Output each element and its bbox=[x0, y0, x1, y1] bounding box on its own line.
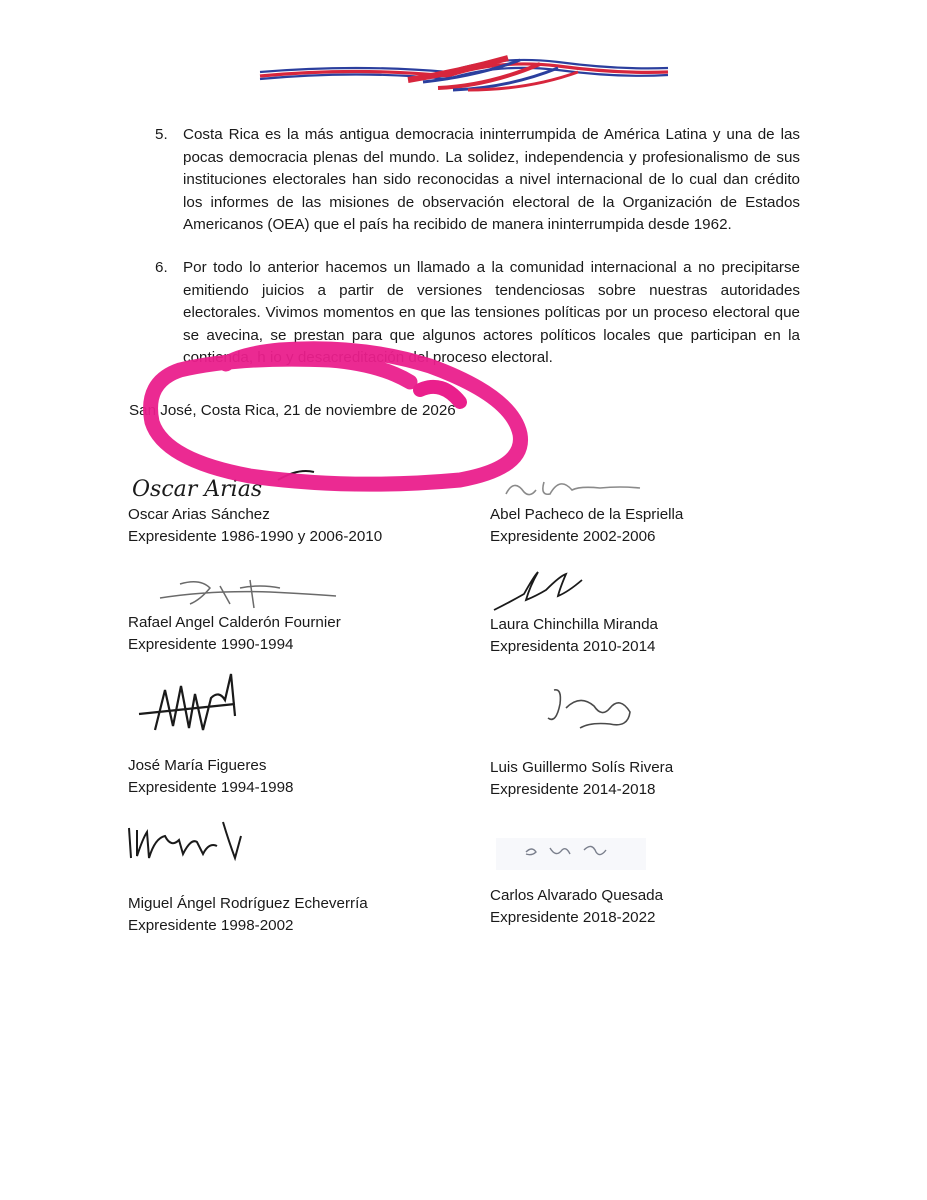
signature-luis-guillermo-solis bbox=[540, 684, 640, 734]
signatory-oscar-arias bbox=[128, 504, 382, 548]
signatory-name: Carlos Alvarado Quesada bbox=[490, 887, 664, 904]
dateline: San José, Costa Rica, 21 de noviembre de 2026 bbox=[129, 402, 456, 419]
signatory-miguel-angel-rodriguez bbox=[128, 893, 368, 937]
signatory-carlos-alvarado bbox=[490, 885, 663, 929]
signatory-laura-chinchilla bbox=[490, 614, 658, 658]
list-item-6 bbox=[155, 257, 800, 370]
signatory-rafael-calderon bbox=[128, 612, 341, 656]
signatory-role: Expresidente 1990-1994 bbox=[128, 636, 294, 653]
signature-carlos-alvarado bbox=[496, 838, 646, 870]
signatory-name: José María Figueres bbox=[128, 757, 267, 774]
signature-laura-chinchilla bbox=[490, 566, 590, 614]
signatory-name: Miguel Ángel Rodríguez Echeverría bbox=[128, 895, 368, 912]
signatory-role: Expresidente 1986-1990 y 2006-2010 bbox=[128, 528, 383, 545]
signature-miguel-angel-rodriguez bbox=[125, 818, 245, 866]
flag-ribbon-logo bbox=[258, 50, 670, 92]
signatory-name: Rafael Angel Calderón Fournier bbox=[128, 614, 341, 631]
item-text: Costa Rica es la más antigua democracia ininterrumpida de América Latina y una de las pocas democracia plenas del mundo. La solidez, independencia y profesionalismo de sus instituciones electorales han sido reconocidas a nivel internacional de lo cual dan crédito los informes de las misiones de observación electoral de la Organización de Estados Americanos (OEA) que el país ha recibido de manera ininterrumpida desde 1962. bbox=[183, 126, 800, 234]
signatory-role: Expresidente 2002-2006 bbox=[490, 528, 656, 545]
item-text: Por todo lo anterior hacemos un llamado a la comunidad internacional a no precipitarse emitiendo juicios a partir de versiones tendenciosas sobre nuestras autoridades electorales. Vivimos momentos en que las tensiones políticas por un proceso electoral que se avecina, se prestan para que algunos actores políticos locales que participan en la contienda, h io y desacreditación del proceso electoral. bbox=[183, 259, 800, 367]
signatory-name: Laura Chinchilla Miranda bbox=[490, 616, 658, 633]
signature-oscar-arias bbox=[128, 462, 328, 506]
signature-script-text: Oscar Arias bbox=[132, 477, 263, 502]
signatory-role: Expresidente 2014-2018 bbox=[490, 781, 656, 798]
signatory-jose-maria-figueres bbox=[128, 755, 294, 799]
signatory-name: Abel Pacheco de la Espriella bbox=[490, 506, 684, 523]
signatory-role: Expresidente 2018-2022 bbox=[490, 909, 656, 926]
signatory-luis-guillermo-solis bbox=[490, 757, 673, 801]
signature-abel-pacheco bbox=[500, 468, 650, 502]
signatory-role: Expresidenta 2010-2014 bbox=[490, 638, 656, 655]
signatory-abel-pacheco bbox=[490, 504, 683, 548]
list-item-5 bbox=[155, 124, 800, 237]
signatory-name: Oscar Arias Sánchez bbox=[128, 506, 270, 523]
item-number: 5. bbox=[155, 126, 168, 143]
signatory-name: Luis Guillermo Solís Rivera bbox=[490, 759, 674, 776]
signature-rafael-calderon bbox=[150, 574, 340, 614]
item-number: 6. bbox=[155, 259, 168, 276]
signatory-role: Expresidente 1994-1998 bbox=[128, 779, 294, 796]
signatory-role: Expresidente 1998-2002 bbox=[128, 917, 294, 934]
signature-jose-maria-figueres bbox=[135, 670, 245, 742]
